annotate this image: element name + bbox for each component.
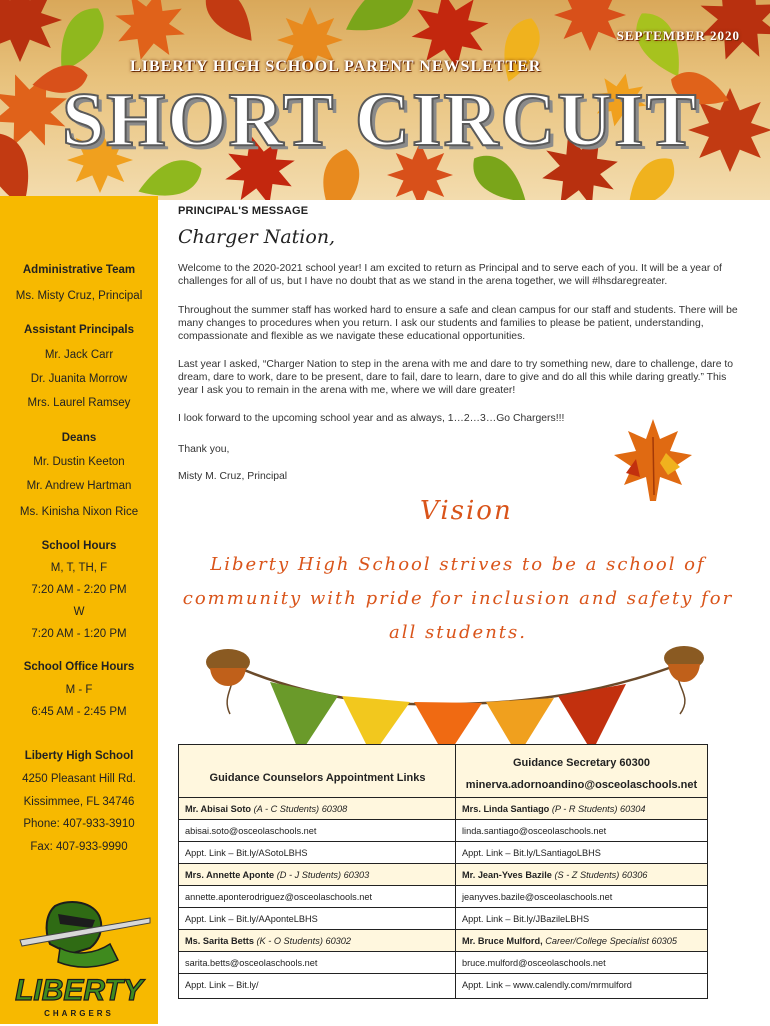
acorn-icon: [664, 646, 704, 682]
counselor-email[interactable]: jeanyves.bazile@osceolaschools.net: [456, 885, 707, 907]
newsletter-series-title: LIBERTY HIGH SCHOOL PARENT NEWSLETTER: [130, 58, 542, 75]
salutation: Charger Nation,: [178, 226, 336, 248]
sidebar-item: 7:20 AM - 1:20 PM: [31, 628, 127, 640]
appointment-link[interactable]: Appt. Link – www.calendly.com/mrmulford: [456, 973, 707, 998]
counselor-name: Ms. Sarita Betts (K - O Students) 60302: [179, 929, 456, 951]
secretary-heading: Guidance Secretary 60300: [513, 757, 650, 769]
counselor-name: Mr. Bruce Mulford, Career/College Specialist 60305: [456, 929, 707, 951]
maple-leaf-icon: [608, 415, 698, 505]
counselor-name: Mr. Abisai Soto (A - C Students) 60308: [179, 797, 456, 819]
sidebar-heading: Liberty High School: [24, 750, 134, 762]
table-header-left: [179, 745, 456, 797]
charger-knight-icon: [20, 902, 150, 967]
sidebar-item: W: [73, 606, 85, 618]
vision-title: Vision: [420, 496, 513, 526]
sidebar-item: Fax: 407-933-9990: [30, 841, 128, 853]
sidebar-item: Mr. Andrew Hartman: [26, 480, 132, 492]
counselor-email[interactable]: annette.aponterodriguez@osceolaschools.net: [179, 885, 456, 907]
appointment-link[interactable]: Appt. Link – Bit.ly/LSantiagoLBHS: [456, 841, 707, 863]
logo-wordmark: LIBERTY: [15, 974, 143, 1007]
counselor-email[interactable]: bruce.mulford@osceolaschools.net: [456, 951, 707, 973]
table-header-right: [456, 745, 707, 797]
counselor-email[interactable]: linda.santiago@osceolaschools.net: [456, 819, 707, 841]
sidebar-item: Dr. Juanita Morrow: [30, 373, 128, 385]
appointment-link[interactable]: Appt. Link – Bit.ly/: [179, 973, 456, 998]
sidebar-heading: Deans: [61, 432, 97, 444]
sidebar-heading: Administrative Team: [22, 264, 136, 276]
vision-statement: Liberty High School strives to be a school of community with pride for inclusion and safety for all students.: [182, 554, 734, 643]
masthead-banner: [0, 0, 770, 200]
logo-subtitle: CHARGERS: [44, 1009, 114, 1018]
message-signature: Misty M. Cruz, Principal: [178, 471, 288, 482]
sidebar-item: Mr. Jack Carr: [44, 349, 114, 361]
counselor-name: Mrs. Linda Santiago (P - R Students) 60304: [456, 797, 707, 819]
sidebar-item: 6:45 AM - 2:45 PM: [31, 706, 127, 718]
sidebar-item: M, T, TH, F: [50, 562, 108, 574]
acorn-icon: [206, 649, 250, 686]
appointment-link[interactable]: Appt. Link – Bit.ly/ASotoLBHS: [179, 841, 456, 863]
sidebar-item: Ms. Kinisha Nixon Rice: [19, 506, 139, 518]
appointment-link[interactable]: Appt. Link – Bit.ly/JBazileLBHS: [456, 907, 707, 929]
sidebar-item: Phone: 407-933-3910: [23, 818, 135, 830]
sidebar-heading: School Office Hours: [23, 661, 135, 673]
counselor-email[interactable]: sarita.betts@osceolaschools.net: [179, 951, 456, 973]
message-paragraph: Welcome to the 2020-2021 school year! I am excited to return as Principal and to serve each of you. It will be a year of challenges for all of us, but I have no doubt that as we stand in the arena together, we will #lhsdaregreater.: [178, 263, 722, 287]
message-paragraph: I look forward to the upcoming school year and as always, 1…2…3…Go Chargers!!!: [178, 413, 565, 424]
sidebar-item: 4250 Pleasant Hill Rd.: [22, 773, 136, 785]
message-paragraph: Throughout the summer staff has worked hard to ensure a safe and clean campus for our staff and students. There will be many changes to procedures when you return. I ask our students and families to please be patient, understanding, compassionate and flexible as we navigate these educational opportunities.: [178, 305, 738, 342]
newsletter-masthead: SHORT CIRCUIT: [62, 78, 699, 162]
guidance-counselors-table: [178, 744, 708, 999]
sidebar-heading: School Hours: [41, 540, 117, 552]
counselor-name: Mrs. Annette Aponte (D - J Students) 60303: [179, 863, 456, 885]
sidebar-heading: Assistant Principals: [24, 324, 134, 336]
sidebar-item: Ms. Misty Cruz, Principal: [15, 290, 143, 302]
liberty-chargers-logo: [0, 896, 158, 1026]
info-sidebar: [0, 196, 158, 1024]
sidebar-item: Mr. Dustin Keeton: [33, 456, 125, 468]
counselor-name: Mr. Jean-Yves Bazile (S - Z Students) 60306: [456, 863, 707, 885]
counselors-heading: Guidance Counselors Appointment Links: [209, 772, 426, 784]
principal-message-heading: PRINCIPAL'S MESSAGE: [178, 205, 309, 217]
appointment-link[interactable]: Appt. Link – Bit.ly/AAponteLBHS: [179, 907, 456, 929]
message-paragraph: Last year I asked, “Charger Nation to step in the arena with me and dare to try something new, dare to challenge, dare to dream, dare to work, dare to be present, dare to fail, dare to learn, dare to give and do all this while daring greatly.” This year I ask you to remain in the arena with me, where we will dare greater!: [178, 359, 734, 396]
sidebar-item: M - F: [65, 684, 93, 696]
secretary-email[interactable]: minerva.adornoandino@osceolaschools.net: [465, 779, 698, 791]
sidebar-item: Mrs. Laurel Ramsey: [27, 397, 131, 409]
sidebar-item: Kissimmee, FL 34746: [23, 796, 135, 808]
issue-date: SEPTEMBER 2020: [616, 28, 740, 43]
message-closing: Thank you,: [178, 444, 230, 455]
sidebar-item: 7:20 AM - 2:20 PM: [31, 584, 127, 596]
counselor-email[interactable]: abisai.soto@osceolaschools.net: [179, 819, 456, 841]
